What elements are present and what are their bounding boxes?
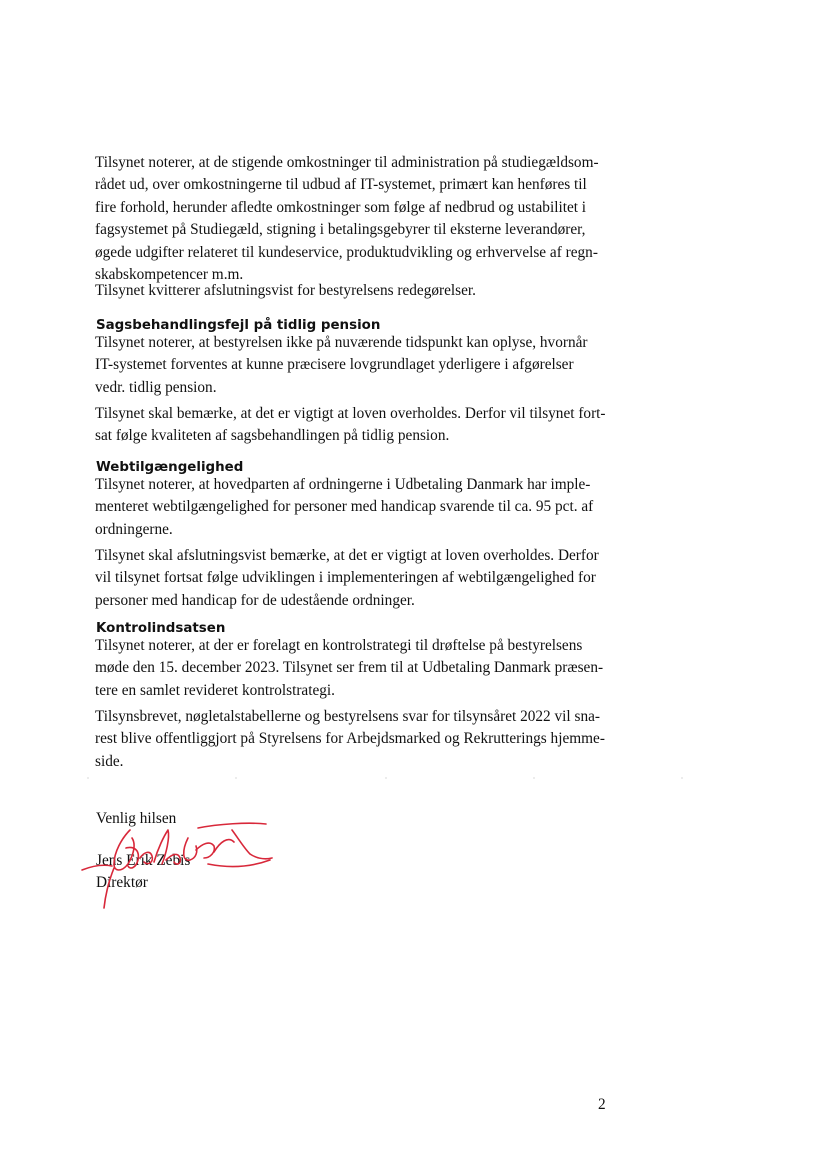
text-line: skabskompetencer m.m. — [95, 266, 244, 284]
text-line: menteret webtilgængelighed for personer med handicap svarende til ca. 95 pct. af — [95, 498, 594, 516]
closing-greeting: Venlig hilsen — [96, 810, 177, 827]
paragraph-early-pension-note — [95, 332, 615, 399]
paragraph-admin-costs — [95, 152, 615, 286]
text-line: fagsystemet på Studiegæld, stigning i betalingsgebyrer til eksterne leverandører, — [95, 221, 586, 239]
text-line: Tilsynet noterer, at hovedparten af ordningerne i Udbetaling Danmark har imple- — [95, 476, 591, 493]
text-line: tere en samlet revideret kontrolstrategi. — [95, 681, 335, 699]
text-line: personer med handicap for de udestående ordninger. — [95, 591, 415, 609]
text-line: sat følge kvaliteten af sagsbehandlingen på tidlig pension. — [95, 427, 450, 445]
text-line: Tilsynet kvitterer afslutningsvist for bestyrelsens redegørelser. — [95, 282, 476, 299]
signatory-name: Jens Erik Zebis — [96, 852, 191, 869]
paragraph-control-strategy — [95, 635, 615, 702]
text-line: Tilsynet noterer, at der er forelagt en kontrolstrategi til drøftelse på bestyrelsens — [95, 637, 583, 654]
section-heading-control-effort: Kontrolindsatsen — [96, 621, 226, 636]
signatory-title: Direktør — [96, 874, 148, 891]
text-line: rådet ud, over omkostningerne til udbud af IT-systemet, primært kan henføres til — [95, 176, 587, 194]
paragraph-acknowledgement — [95, 280, 615, 302]
handwritten-signature-icon — [78, 808, 278, 918]
paragraph-web-accessibility-remark — [95, 545, 615, 612]
text-line: Tilsynet skal bemærke, at det er vigtigt at loven overholdes. Derfor vil tilsynet fort- — [95, 405, 606, 422]
scan-artifact-dots — [86, 776, 686, 780]
text-line: møde den 15. december 2023. Tilsynet ser frem til at Udbetaling Danmark præsen- — [95, 659, 604, 677]
text-line: vedr. tidlig pension. — [95, 378, 217, 396]
text-line: vil tilsynet fortsat følge udviklingen i implementeringen af webtilgængelighed for — [95, 569, 596, 587]
text-line: ordningerne. — [95, 520, 173, 538]
text-line: fire forhold, herunder afledte omkostninger som følge af nedbrud og ustabilitet i — [95, 198, 587, 216]
text-line: IT-systemet forventes at kunne præcisere lovgrundlaget yderligere i afgørelser — [95, 356, 574, 374]
text-line: side. — [95, 752, 124, 770]
text-line: Tilsynet skal afslutningsvist bemærke, at det er vigtigt at loven overholdes. Derfor — [95, 547, 599, 564]
paragraph-early-pension-remark — [95, 403, 615, 448]
text-line: Tilsynsbrevet, nøgletalstabellerne og bestyrelsens svar for tilsynsåret 2022 vil sna- — [95, 708, 600, 725]
text-line: rest blive offentliggjort på Styrelsens for Arbejdsmarked og Rekrutterings hjemme- — [95, 730, 605, 748]
text-line: Tilsynet noterer, at de stigende omkostninger til administration på studiegældsom- — [95, 154, 599, 171]
text-line: Tilsynet noterer, at bestyrelsen ikke på nuværende tidspunkt kan oplyse, hvornår — [95, 334, 588, 351]
page-number: 2 — [598, 1096, 606, 1113]
text-line: øgede udgifter relateret til kundeservice, produktudvikling og erhvervelse af regn- — [95, 243, 598, 261]
paragraph-web-accessibility-note — [95, 474, 615, 541]
paragraph-publication — [95, 706, 615, 773]
section-heading-web-accessibility: Webtilgængelighed — [96, 460, 244, 475]
section-heading-early-pension: Sagsbehandlingsfejl på tidlig pension — [96, 318, 381, 333]
